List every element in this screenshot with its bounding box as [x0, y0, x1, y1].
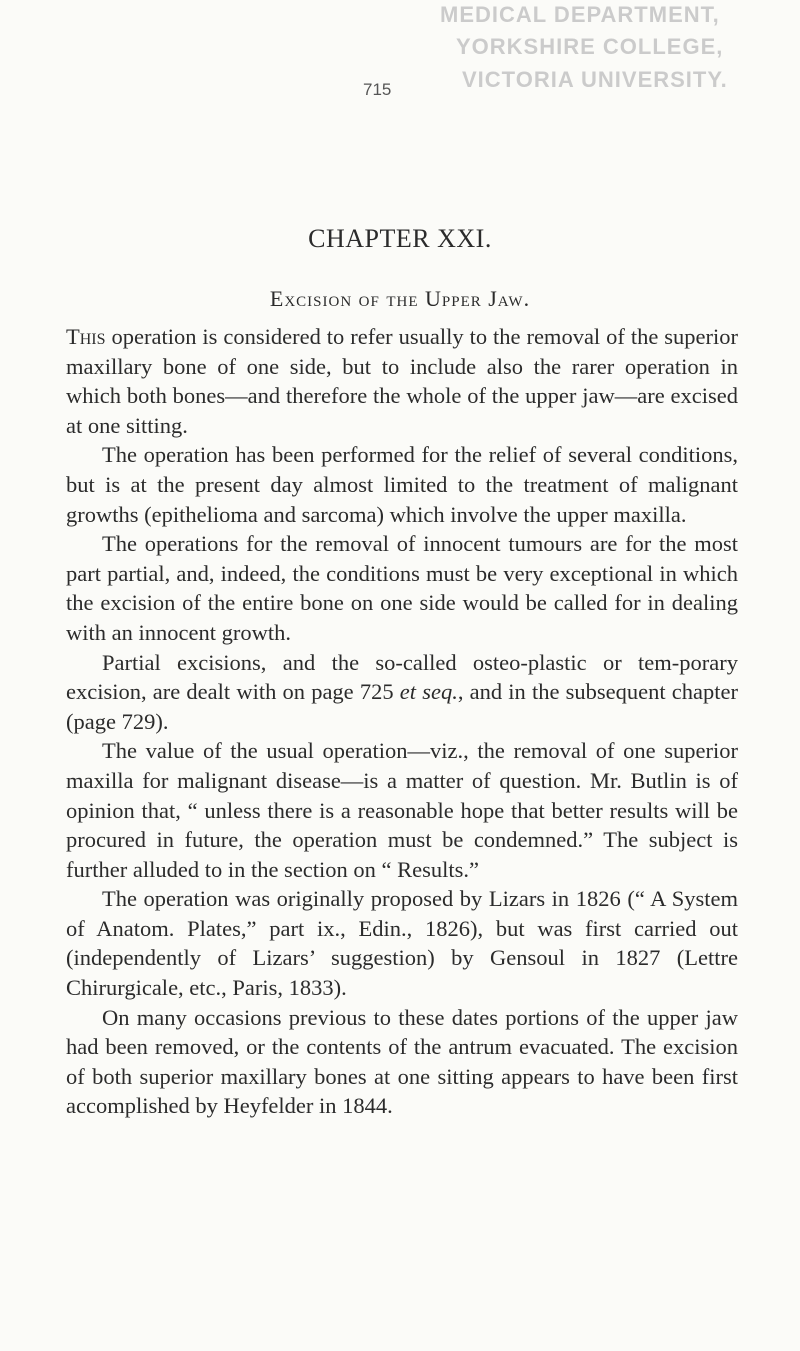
- paragraph-5: The value of the usual operation—viz., the removal of one superior maxilla for malignant disease—is a matter of question. Mr. Butlin is of opinion that, “ unless there is a reasonable hope that better results will be procured in future, the operation must be condemned.” The subject is further alluded to in the section on “ Results.”: [66, 738, 738, 882]
- paragraph-4: [66, 648, 738, 737]
- paragraph-7: On many occasions previous to these dates portions of the upper jaw had been removed, or the contents of the antrum evacuated. The excision of both superior maxillary bones at one sitting appears to have been first accomplished by Heyfelder in 1844.: [66, 1004, 738, 1119]
- paragraph-4-italic: et seq.: [399, 679, 458, 705]
- library-stamp: [400, 0, 800, 100]
- stamp-line-1: MEDICAL DEPARTMENT,: [440, 2, 720, 27]
- paragraph-6: The operation was originally proposed by Lizars in 1826 (“ A System of Anatom. Plates,” part ix., Edin., 1826), but was first carried out (independently of Lizars’ suggestion) by Gensoul in 1827 (Lettre Chirurgicale, etc., Paris, 1833).: [66, 886, 738, 1001]
- paragraph-3: The operations for the removal of innocent tumours are for the most part partial, and, indeed, the conditions must be very exceptional in which the excision of the entire bone on one side would be called for in dealing with an innocent growth.: [66, 531, 738, 645]
- paragraph-1-text: operation is considered to refer usually to the removal of the superior maxillary bone of one side, but to include also the rarer operation in which both bones—and therefore the whole of the upper jaw—are excised at one sitting.: [66, 324, 738, 438]
- body-text: [66, 322, 738, 1121]
- section-title: Excision of the Upper Jaw.: [269, 286, 531, 311]
- paragraph-1: [66, 322, 738, 440]
- page-number: 715: [363, 80, 392, 99]
- paragraph-2: The operation has been performed for the relief of several conditions, but is at the present day almost limited to the treatment of malignant growths (epithelioma and sarcoma) which involve the upper maxilla.: [66, 442, 738, 527]
- chapter-title: CHAPTER XXI.: [308, 224, 492, 253]
- paragraph-4-text-a: Partial excisions, and the so-called osteo-plastic or tem-porary excision, are dealt with on page 725: [66, 649, 738, 705]
- paragraph-lead-word: This: [66, 324, 106, 349]
- paragraph-4-text-b: , and in the subsequent chapter (page 729).: [66, 679, 739, 734]
- stamp-line-3: VICTORIA UNIVERSITY.: [462, 67, 728, 92]
- stamp-line-2: YORKSHIRE COLLEGE,: [456, 34, 724, 59]
